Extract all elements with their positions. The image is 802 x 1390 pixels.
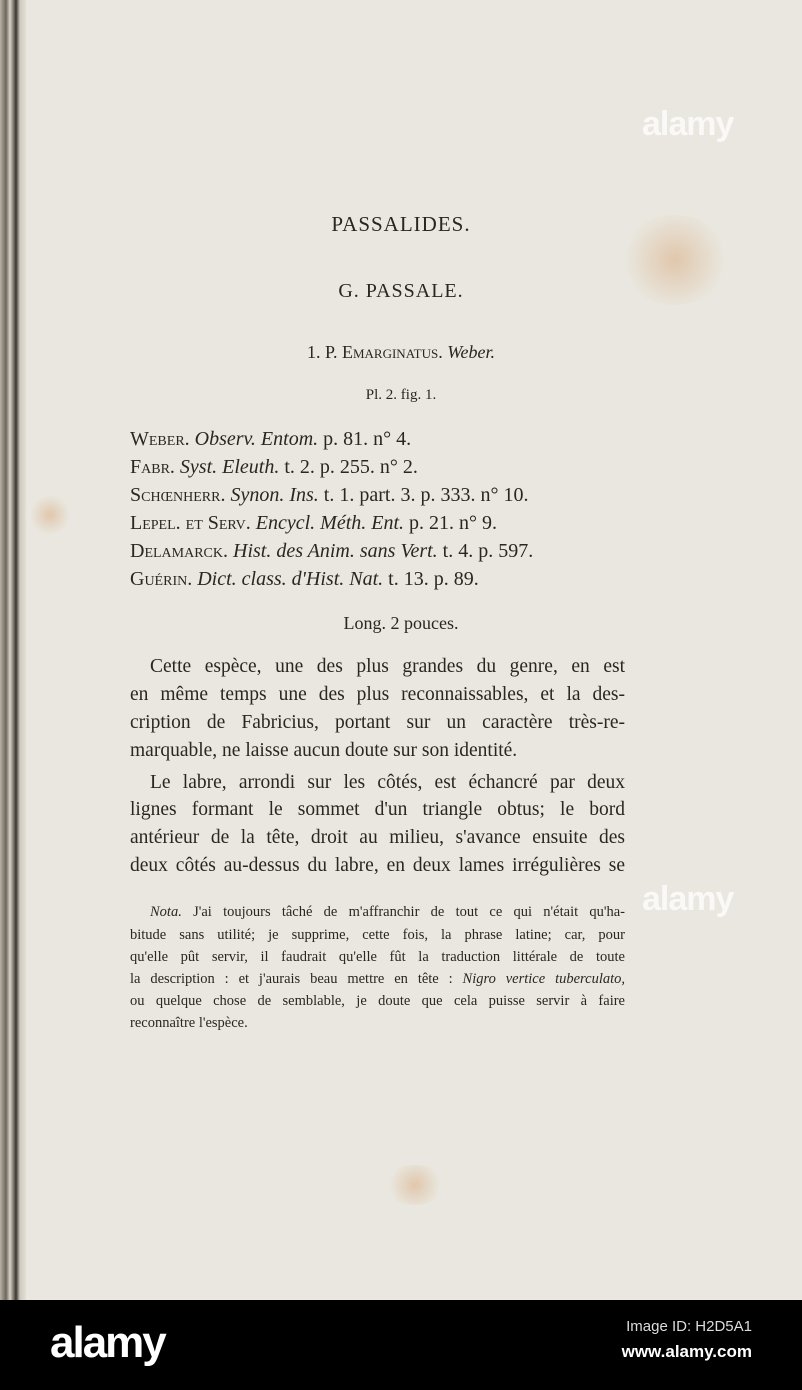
body-line: lignes formant le sommet d'un triangle obtus; le bord <box>130 799 625 820</box>
stain <box>385 1165 445 1205</box>
footnote-line: ou quelque chose de semblable, je doute que cela puisse servir à faire <box>130 993 625 1009</box>
reference-line: Lepel. et Serv. Encycl. Méth. Ent. p. 21. n° 9. <box>130 512 498 534</box>
body-line: deux côtés au-dessus du labre, en deux lames irrégulières se <box>130 855 625 876</box>
image-id: Image ID: H2D5A1 <box>626 1318 752 1335</box>
watermark-logo: alamy <box>642 880 734 918</box>
body-line: cription de Fabricius, portant sur un caractère très-re- <box>130 712 625 733</box>
footnote-line: Nota. J'ai toujours tâché de m'affranchir de tout ce qui n'était qu'ha- <box>150 904 626 920</box>
body-line: Le labre, arrondi sur les côtés, est échancré par deux <box>150 772 625 793</box>
site-url: www.alamy.com <box>621 1342 752 1361</box>
genus-title: G. PASSALE. <box>338 280 464 302</box>
section-title: PASSALIDES. <box>331 212 471 236</box>
species-name: Emarginatus. <box>341 342 443 362</box>
book-spine <box>0 0 26 1300</box>
body-line: marquable, ne laisse aucun doute sur son identité. <box>130 740 518 761</box>
body-line: Cette espèce, une des plus grandes du genre, en est <box>150 656 625 677</box>
body-line: antérieur de la tête, droit au milieu, s'avance ensuite des <box>130 827 625 848</box>
reference-line: Fabr. Syst. Eleuth. t. 2. p. 255. n° 2. <box>130 456 418 478</box>
length-line: Long. 2 pouces. <box>343 613 459 633</box>
reference-line: Guérin. Dict. class. d'Hist. Nat. t. 13. p. 89. <box>130 568 479 590</box>
footnote-line: la description : et j'aurais beau mettre en tête : Nigro vertice tuberculato, <box>130 971 625 987</box>
reference-line: Weber. Observ. Entom. p. 81. n° 4. <box>130 428 412 450</box>
plate-reference: Pl. 2. fig. 1. <box>365 387 437 403</box>
reference-line: Schœnherr. Synon. Ins. t. 1. part. 3. p. 333. n° 10. <box>130 484 529 506</box>
species-author: Weber. <box>447 342 496 362</box>
watermark-footer <box>0 1300 802 1390</box>
species-heading <box>0 342 802 363</box>
alamy-logo: alamy <box>50 1318 165 1367</box>
stain <box>30 495 70 535</box>
footnote-line: qu'elle pût servir, il faudrait qu'elle fût la traduction littérale de toute <box>130 949 625 965</box>
reference-line: Delamarck. Hist. des Anim. sans Vert. t. 4. p. 597. <box>130 540 534 562</box>
footnote-line: bitude sans utilité; je supprime, cette fois, la phrase latine; car, pour <box>130 927 625 943</box>
body-line: en même temps une des plus reconnaissables, et la des- <box>130 684 625 705</box>
footnote-line: reconnaître l'espèce. <box>130 1015 248 1031</box>
species-number: 1. P. <box>306 342 338 362</box>
watermark-logo: alamy <box>642 105 734 143</box>
